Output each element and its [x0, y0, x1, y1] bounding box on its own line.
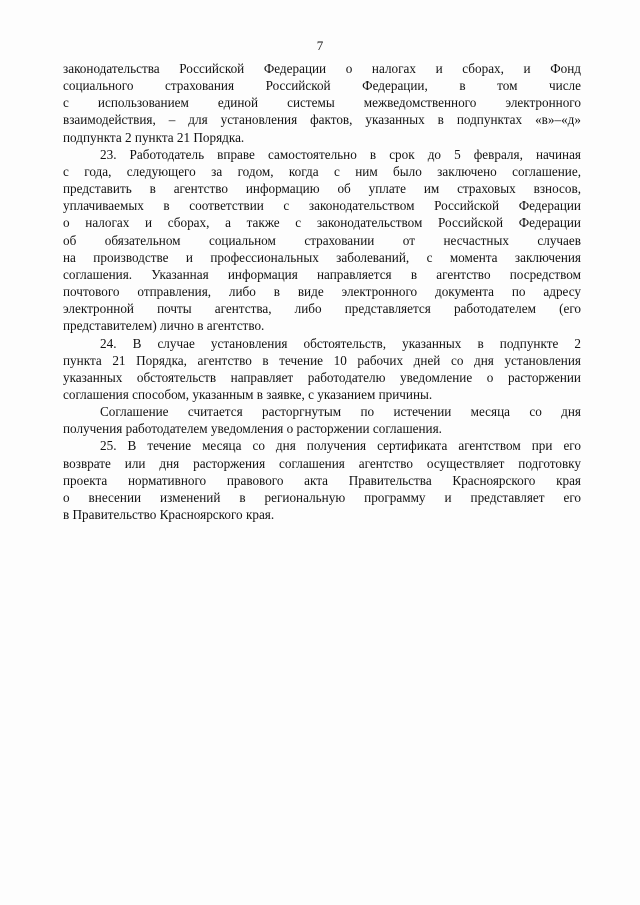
text-line: уплачиваемых в соответствии с законодательством Российской Федерации — [63, 198, 581, 214]
text-line: о внесении изменений в региональную программу и представляет его — [63, 489, 581, 505]
paragraph-item-24 — [63, 335, 581, 404]
text-line: указанных обстоятельств направляет работодателю уведомление о расторжении — [63, 369, 581, 385]
text-line: подпункта 2 пункта 21 Порядка. — [63, 129, 245, 145]
text-line: электронной почты агентства, либо представляется работодателем (его — [63, 301, 581, 317]
text-line: проекта нормативного правового акта Правительства Красноярского края — [63, 472, 581, 488]
text-line: Соглашение считается расторгнутым по истечении месяца со дня — [100, 404, 581, 420]
document-body — [63, 60, 581, 523]
text-line: законодательства Российской Федерации о налогах и сборах, и Фонд — [63, 61, 581, 76]
text-line: 25. В течение месяца со дня получения сертификата агентством при его — [100, 438, 581, 454]
text-line: взаимодействия, – для установления фактов, указанных в подпунктах «в»–«д» — [63, 112, 581, 128]
text-line: с использованием единой системы межведомственного электронного — [63, 95, 581, 111]
text-line: соглашения способом, указанным в заявке, с указанием причины. — [63, 386, 433, 402]
text-line: почтового отправления, либо в виде электронного документа по адресу — [63, 284, 581, 300]
text-line: на производстве и профессиональных заболеваний, с момента заключения — [63, 249, 581, 265]
text-line: 24. В случае установления обстоятельств, указанных в подпункте 2 — [100, 335, 581, 351]
text-line: получения работодателем уведомления о расторжении соглашения. — [63, 421, 442, 437]
page-number: 7 — [316, 38, 324, 53]
text-line: возврате или дня расторжения соглашения агентство осуществляет подготовку — [63, 455, 581, 471]
paragraph-continuation — [63, 60, 581, 146]
text-line: представителем) лично в агентство. — [63, 318, 265, 334]
paragraph-item-23 — [63, 146, 581, 335]
text-line: соглашения. Указанная информация направляется в агентство посредством — [63, 266, 581, 282]
text-line: в Правительство Красноярского края. — [63, 507, 275, 523]
text-line: с года, следующего за годом, когда с ним было заключено соглашение, — [63, 163, 581, 179]
text-line: 23. Работодатель вправе самостоятельно в срок до 5 февраля, начиная — [100, 146, 581, 162]
text-line: об обязательном социальном страховании от несчастных случаев — [63, 232, 581, 248]
text-line: представить в агентство информацию об уплате им страховых взносов, — [63, 181, 581, 197]
text-line: пункта 21 Порядка, агентство в течение 10 рабочих дней со дня установления — [63, 352, 581, 368]
paragraph-item-25 — [63, 437, 581, 523]
paragraph-item-24-note — [63, 403, 581, 437]
text-line: социального страхования Российской Федерации, в том числе — [63, 78, 581, 94]
text-line: о налогах и сборах, а также с законодательством Российской Федерации — [63, 215, 581, 231]
